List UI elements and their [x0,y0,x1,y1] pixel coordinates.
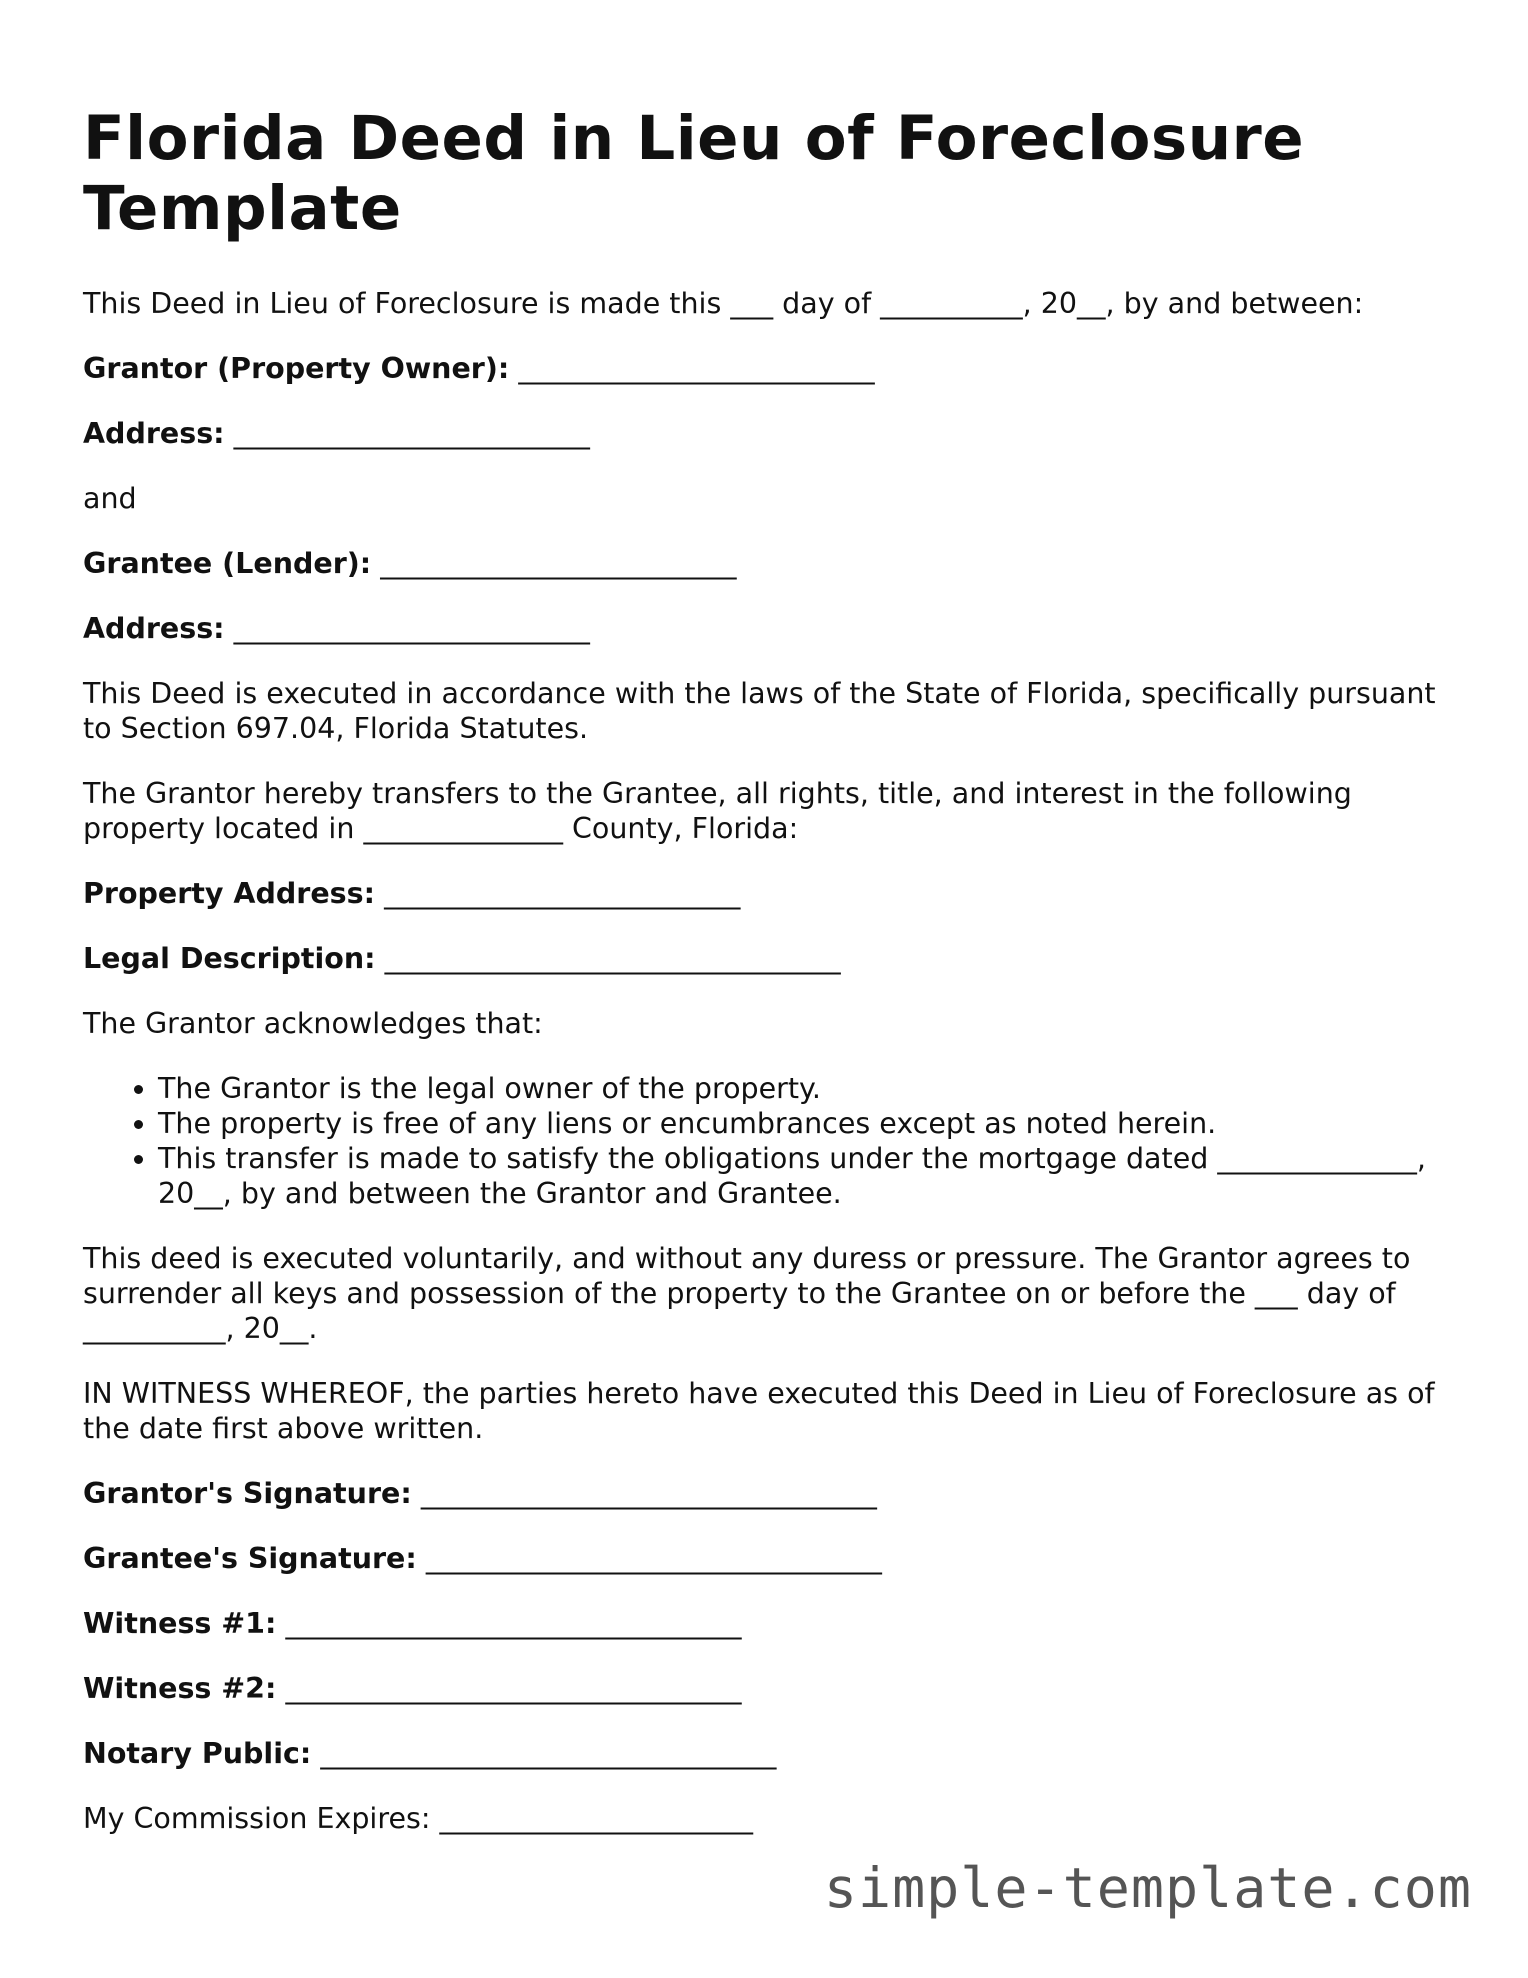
grantee-signature-label: Grantee's Signature: [83,1542,417,1575]
grantor-signature-blank: ________________________________ [420,1477,877,1510]
grantee-blank: _________________________ [380,547,737,580]
grantor-signature-field [83,1476,1463,1511]
grantee-address-blank: _________________________ [233,612,590,645]
notary-public-label: Notary Public: [83,1737,312,1770]
grantee-address-field [83,611,1463,646]
commission-expires-blank: ______________________ [439,1802,753,1835]
grantee-signature-blank: ________________________________ [425,1542,882,1575]
statute-paragraph: This Deed is executed in accordance with the laws of the State of Florida, specifically pursuant to Section 697.04, Florida Statutes. [83,677,1436,745]
grantor-label: Grantor (Property Owner): [83,352,510,385]
transfer-paragraph: The Grantor hereby transfers to the Grantee, all rights, title, and interest in the following property located in ______________ County, Florida: [83,777,1352,845]
document-page [83,104,1463,1866]
witness-2-label: Witness #2: [83,1672,277,1705]
commission-expires-label: My Commission Expires: [83,1802,431,1835]
list-item: • The Grantor is the legal owner of the property. [158,1071,1463,1106]
grantor-blank: _________________________ [518,352,875,385]
witness-whereof-paragraph: IN WITNESS WHEREOF, the parties hereto have executed this Deed in Lieu of Foreclosure as of the date first above written. [83,1377,1435,1445]
grantee-name-field [83,546,1463,581]
grantor-address-label: Address: [83,417,225,450]
grantor-address-blank: _________________________ [233,417,590,450]
acknowledges-paragraph: The Grantor acknowledges that: [83,1007,543,1040]
notary-public-field [83,1736,1463,1771]
property-address-blank: _________________________ [384,877,741,910]
witness-1-blank: ________________________________ [285,1607,742,1640]
grantee-address-label: Address: [83,612,225,645]
list-item: • This transfer is made to satisfy the obligations under the mortgage dated ______________, 20__, by and between the Grantor and Grantee. [158,1141,1463,1211]
grantee-label: Grantee (Lender): [83,547,372,580]
notary-public-blank: ________________________________ [320,1737,777,1770]
legal-description-field [83,941,1463,976]
voluntary-paragraph: This deed is executed voluntarily, and without any duress or pressure. The Grantor agrees to surrender all keys and possession of the property to the Grantee on or before the ___ day of __________, 20__. [83,1242,1411,1345]
witness-1-field [83,1606,1463,1641]
and-text: and [83,482,137,515]
grantee-signature-field [83,1541,1463,1576]
legal-description-label: Legal Description: [83,942,376,975]
legal-description-blank: ________________________________ [384,942,841,975]
grantor-signature-label: Grantor's Signature: [83,1477,412,1510]
property-address-label: Property Address: [83,877,375,910]
witness-2-blank: ________________________________ [285,1672,742,1705]
list-item: • The property is free of any liens or encumbrances except as noted herein. [158,1106,1463,1141]
grantor-name-field [83,351,1463,386]
intro-paragraph: This Deed in Lieu of Foreclosure is made this ___ day of __________, 20__, by and between: [83,287,1364,320]
grantor-address-field [83,416,1463,451]
watermark: simple-template.com [823,1856,1472,1920]
commission-expires-field [83,1801,1463,1836]
property-address-field [83,876,1463,911]
acknowledgement-list [83,1071,1463,1211]
witness-1-label: Witness #1: [83,1607,277,1640]
document-title: Florida Deed in Lieu of Foreclosure Template [83,103,1305,244]
witness-2-field [83,1671,1463,1706]
